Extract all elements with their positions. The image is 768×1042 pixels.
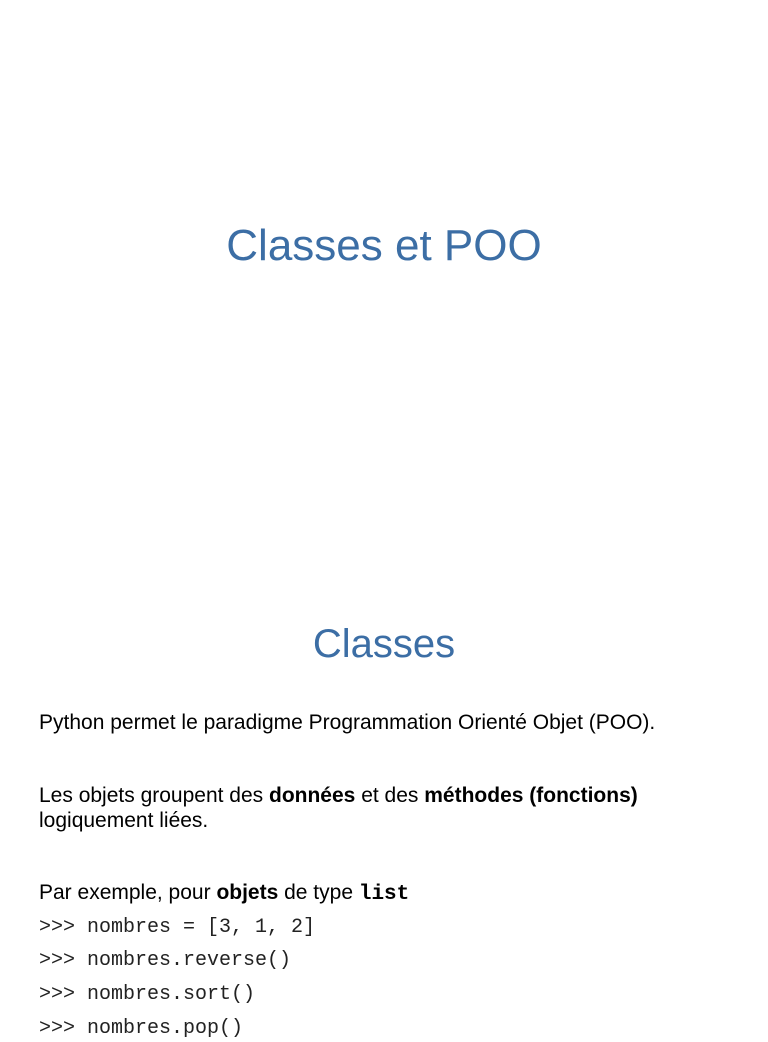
objects-text-methodes: méthodes (fonctions) xyxy=(424,784,638,807)
example-code-list: list xyxy=(358,883,410,906)
example-text-objets: objets xyxy=(216,881,279,904)
code-line: >>> nombres.reverse() xyxy=(39,949,292,972)
slide-title-classes-et-poo: Classes et POO xyxy=(226,221,542,270)
objects-text-c: et des xyxy=(355,784,425,807)
objects-paragraph xyxy=(39,783,638,833)
code-line: >>> nombres.sort() xyxy=(39,983,256,1006)
objects-text-a: Les objets groupent des xyxy=(39,784,269,807)
example-text-c: de type xyxy=(278,881,359,904)
slide-title-classes: Classes xyxy=(312,622,456,666)
objects-text-donnees: données xyxy=(269,784,356,807)
example-text-a: Par exemple, pour xyxy=(39,881,217,904)
objects-text-d: logiquement liées. xyxy=(39,809,209,832)
code-line: >>> nombres.pop() xyxy=(39,1017,244,1040)
example-paragraph xyxy=(39,880,409,907)
code-line: >>> nombres = [3, 1, 2] xyxy=(39,916,316,939)
intro-paragraph: Python permet le paradigme Programmation Orienté Objet (POO). xyxy=(39,711,656,734)
